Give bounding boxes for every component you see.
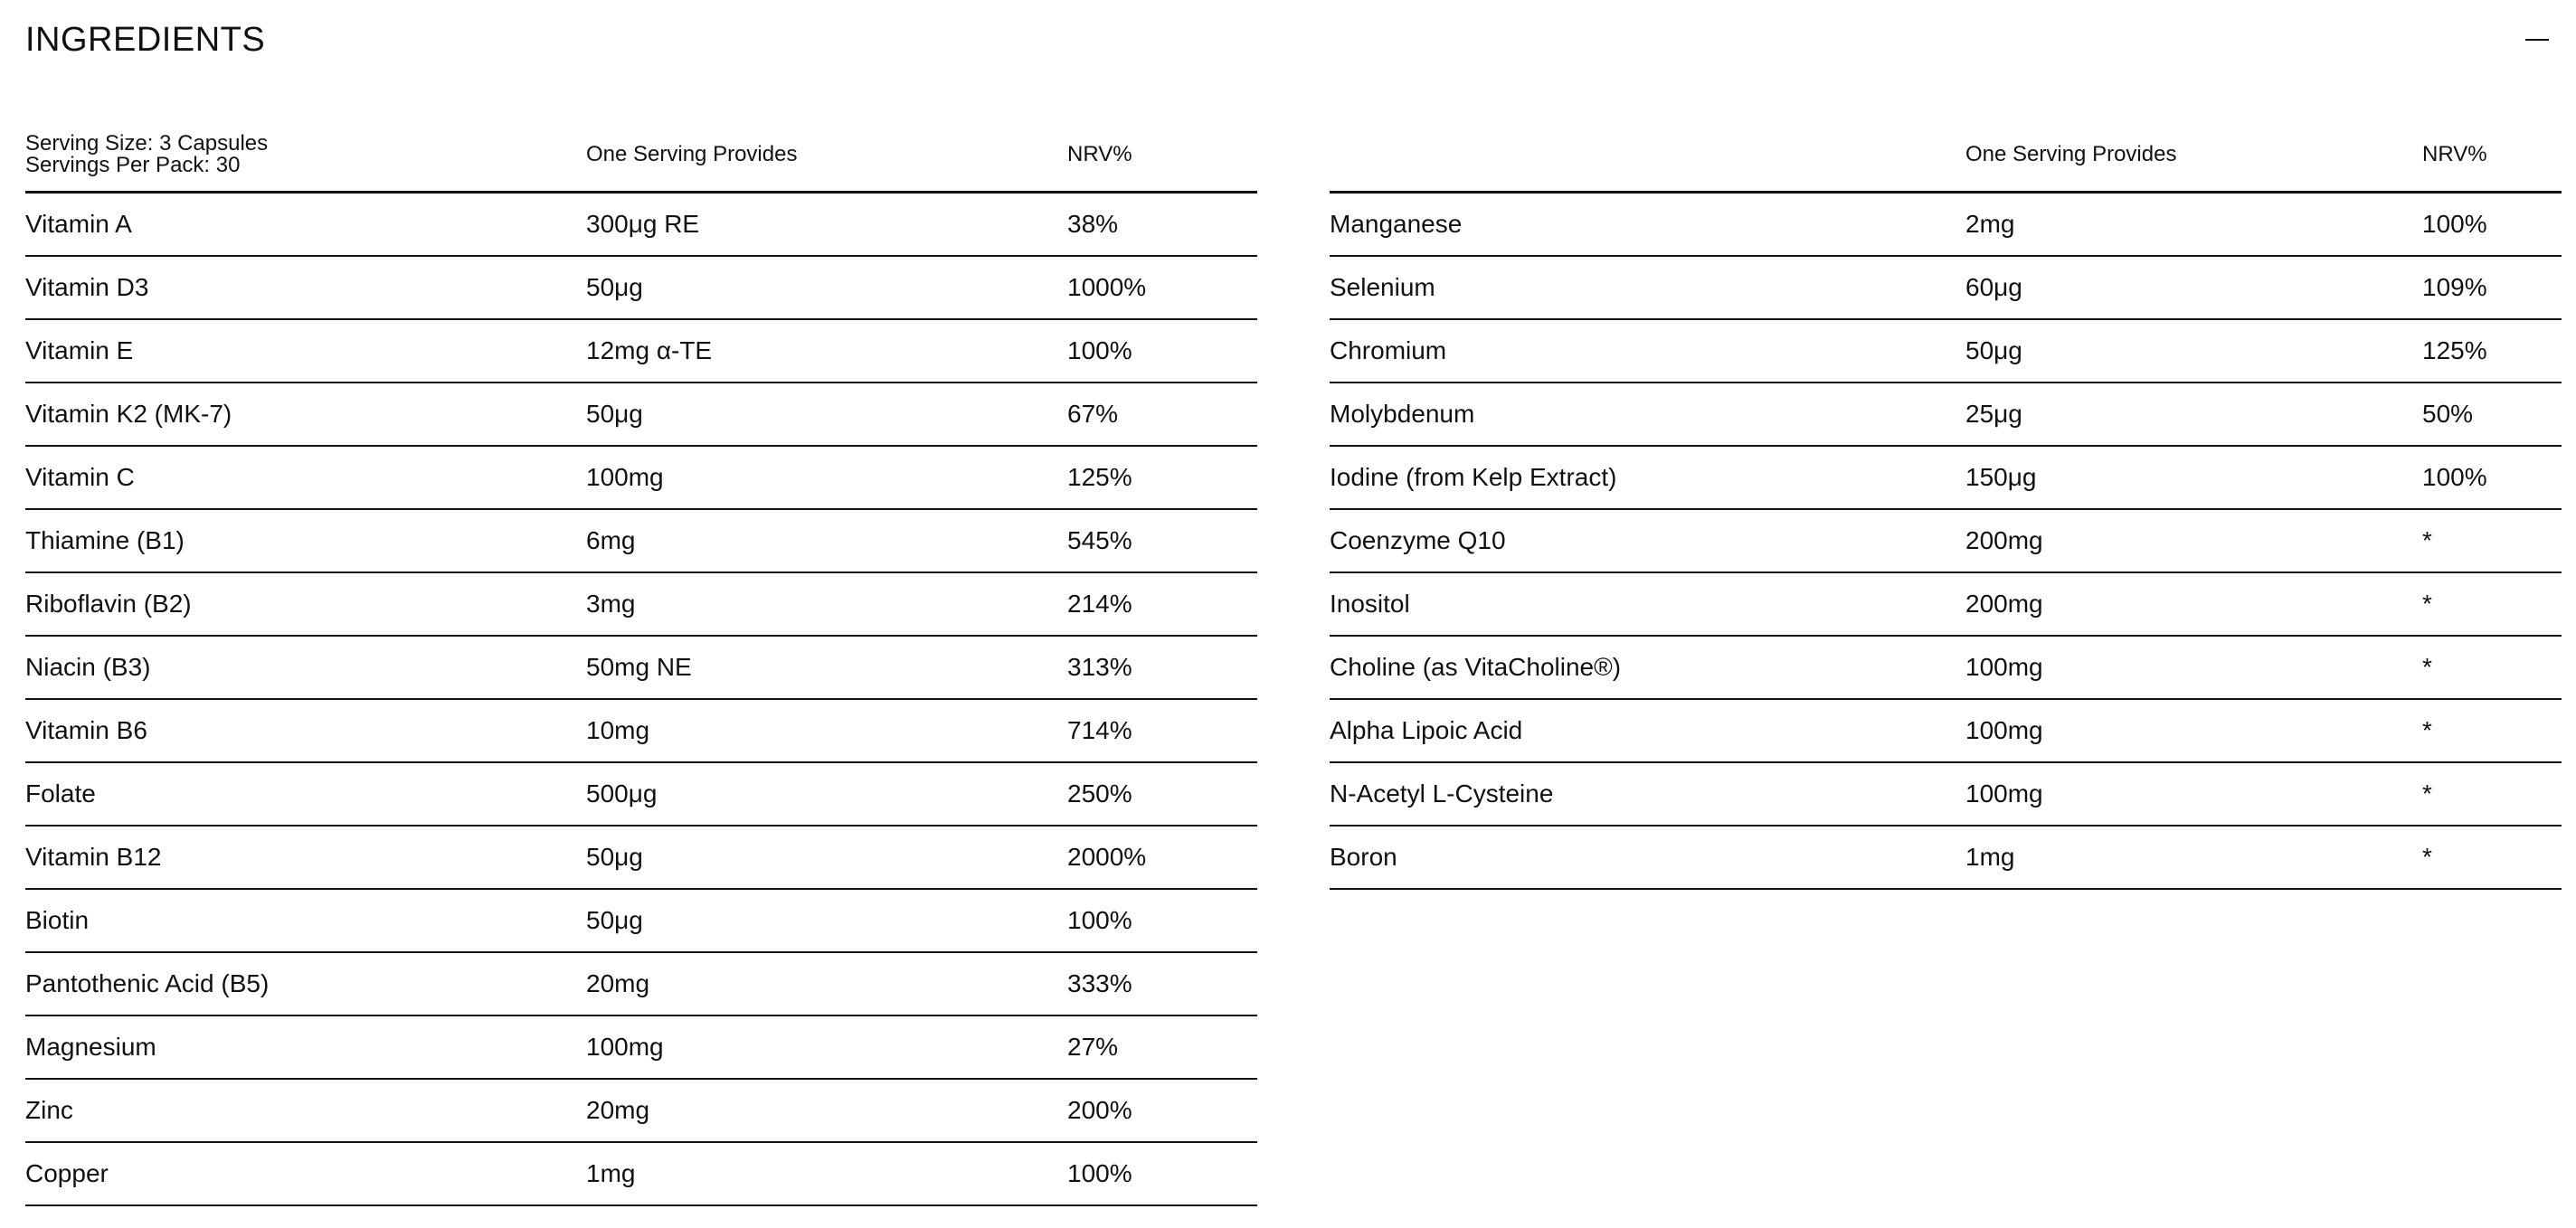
ingredient-name: Vitamin A [25,210,132,238]
ingredient-amount: 1mg [586,1159,636,1187]
ingredient-name: Vitamin K2 (MK-7) [25,400,232,428]
ingredient-amount: 12mg α-TE [586,336,713,364]
table-row [25,510,1257,573]
ingredient-amount: 50μg [586,843,643,871]
ingredient-amount: 50mg NE [586,653,692,681]
table-row [25,637,1257,700]
table-row [1330,573,2562,637]
ingredient-name: Vitamin B12 [25,843,162,871]
ingredient-name: Pantothenic Acid (B5) [25,969,270,997]
ingredient-amount: 100mg [1965,779,2043,808]
ingredient-name: Iodine (from Kelp Extract) [1330,463,1617,491]
ingredient-amount: 50μg [586,273,643,301]
ingredient-nrv: 200% [1067,1096,1132,1124]
ingredient-nrv: 714% [1067,716,1132,744]
table-row [25,320,1257,383]
ingredient-name: Vitamin D3 [25,273,149,301]
table-row [25,700,1257,763]
ingredient-amount: 100mg [1965,716,2043,744]
table-body [1330,194,2562,890]
serving-info [25,130,586,177]
ingredients-table-left [25,118,1257,1206]
ingredient-nrv: 1000% [1067,273,1147,301]
ingredient-amount: 60μg [1965,273,2022,301]
table-row [25,383,1257,447]
ingredient-amount: 50μg [1965,336,2022,364]
table-row [25,763,1257,827]
ingredient-amount: 6mg [586,526,636,554]
table-row [25,1143,1257,1206]
ingredient-amount: 1mg [1965,843,2015,871]
ingredient-amount: 20mg [586,969,650,997]
ingredient-amount: 3mg [586,590,636,618]
ingredient-nrv: 313% [1067,653,1132,681]
ingredient-nrv: 250% [1067,779,1132,808]
ingredient-name: Biotin [25,906,90,934]
ingredient-nrv: * [2422,843,2432,871]
ingredient-amount: 10mg [586,716,650,744]
table-row [25,194,1257,257]
ingredient-amount: 2mg [1965,210,2015,238]
table-row [1330,257,2562,320]
ingredient-name: Zinc [25,1096,73,1124]
table-row [25,573,1257,637]
table-row [25,1016,1257,1080]
ingredient-nrv: * [2422,526,2432,554]
table-body [25,194,1257,1206]
ingredient-name: Riboflavin (B2) [25,590,192,618]
table-row [25,257,1257,320]
ingredient-nrv: 100% [1067,1159,1132,1187]
ingredients-header [25,13,2551,67]
ingredient-name: Vitamin B6 [25,716,147,744]
ingredient-amount: 300μg RE [586,210,700,238]
ingredient-name: Niacin (B3) [25,653,151,681]
table-header [25,118,1257,194]
ingredient-nrv: 50% [2422,400,2474,428]
ingredient-name: Alpha Lipoic Acid [1330,716,1523,744]
ingredient-name: Molybdenum [1330,400,1475,428]
ingredient-amount: 150μg [1965,463,2037,491]
ingredient-name: Inositol [1330,590,1410,618]
table-header [1330,118,2562,194]
table-row [25,447,1257,510]
ingredient-name: Magnesium [25,1033,156,1061]
ingredient-nrv: 214% [1067,590,1132,618]
ingredient-nrv: 100% [1067,906,1132,934]
ingredient-nrv: * [2422,590,2432,618]
ingredient-name: Copper [25,1159,109,1187]
ingredient-name: Thiamine (B1) [25,526,185,554]
ingredient-nrv: * [2422,716,2432,744]
ingredient-nrv: * [2422,653,2432,681]
table-row [1330,383,2562,447]
table-row [1330,763,2562,827]
column-header-amount: One Serving Provides [1965,141,2177,166]
collapse-button[interactable] [2524,26,2551,53]
serving-size: Serving Size: 3 Capsules [25,130,269,156]
table-row [1330,194,2562,257]
ingredient-name: Vitamin E [25,336,134,364]
minus-icon [2525,39,2549,41]
table-row [25,890,1257,953]
ingredient-name: Selenium [1330,273,1435,301]
ingredient-nrv: 27% [1067,1033,1119,1061]
table-row [25,953,1257,1016]
ingredient-nrv: 109% [2422,273,2487,301]
ingredient-amount: 50μg [586,906,643,934]
table-row [25,827,1257,890]
ingredient-amount: 25μg [1965,400,2022,428]
column-header-nrv: NRV% [1067,141,1132,166]
ingredient-amount: 100mg [1965,653,2043,681]
ingredient-nrv: 125% [2422,336,2487,364]
ingredient-nrv: 333% [1067,969,1132,997]
table-row [1330,637,2562,700]
ingredient-nrv: 100% [2422,210,2487,238]
ingredient-name: Boron [1330,843,1397,871]
ingredient-name: N-Acetyl L-Cysteine [1330,779,1554,808]
table-row [1330,320,2562,383]
ingredient-name: Chromium [1330,336,1447,364]
ingredient-name: Folate [25,779,96,808]
ingredient-amount: 200mg [1965,526,2043,554]
ingredient-amount: 100mg [586,1033,664,1061]
ingredients-table-right [1330,118,2562,890]
ingredient-amount: 50μg [586,400,643,428]
table-row [25,1080,1257,1143]
table-row [1330,510,2562,573]
ingredient-nrv: 545% [1067,526,1132,554]
servings-per-pack: Servings Per Pack: 30 [25,152,241,177]
ingredient-amount: 200mg [1965,590,2043,618]
ingredient-amount: 500μg [586,779,658,808]
ingredient-nrv: 67% [1067,400,1119,428]
ingredient-name: Choline (as VitaCholine®) [1330,653,1622,681]
ingredient-amount: 100mg [586,463,664,491]
table-row [1330,827,2562,890]
ingredient-name: Coenzyme Q10 [1330,526,1506,554]
ingredient-nrv: 38% [1067,210,1119,238]
ingredient-name: Manganese [1330,210,1463,238]
ingredient-nrv: 2000% [1067,843,1147,871]
page-title: INGREDIENTS [25,21,266,59]
ingredient-name: Vitamin C [25,463,135,491]
ingredient-nrv: 100% [1067,336,1132,364]
column-header-amount: One Serving Provides [586,141,798,166]
ingredient-nrv: 100% [2422,463,2487,491]
ingredient-nrv: * [2422,779,2432,808]
ingredient-amount: 20mg [586,1096,650,1124]
ingredient-nrv: 125% [1067,463,1132,491]
column-header-nrv: NRV% [2422,141,2487,166]
table-row [1330,447,2562,510]
table-row [1330,700,2562,763]
